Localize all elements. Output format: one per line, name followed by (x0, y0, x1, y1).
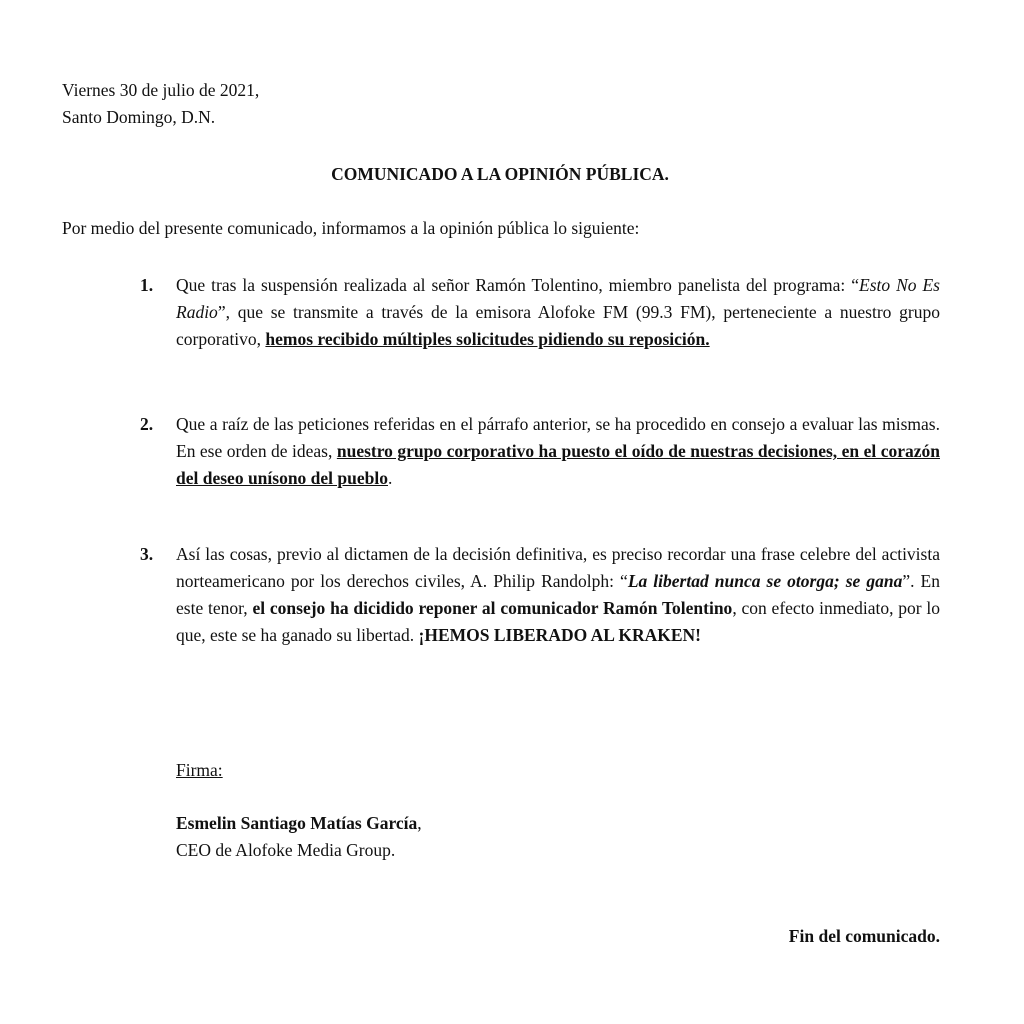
list-number: 3. (140, 544, 154, 564)
signer-name: Esmelin Santiago Matías García (176, 813, 418, 833)
closing-line: Fin del comunicado. (788, 926, 940, 946)
text-segment: , con efecto inmediato, por lo que, este se ha ganado su libertad. (176, 598, 940, 645)
program-name: Esto No Es Radio (176, 275, 940, 322)
list-item-text (176, 272, 940, 353)
list-item-3 (140, 541, 940, 649)
document-title: COMUNICADO A LA OPINIÓN PÚBLICA. (331, 164, 669, 184)
place-line: Santo Domingo, D.N. (62, 107, 216, 127)
list-item-text (176, 541, 940, 649)
signature-label: Firma: (176, 760, 223, 780)
list-number: 2. (140, 414, 154, 434)
text-segment: ”. En este tenor, (176, 571, 940, 618)
emphasis-text: el consejo ha dicidido reponer al comunicador Ramón Tolentino (252, 598, 733, 618)
text-segment: Que tras la suspensión realizada al señor Ramón Tolentino, miembro panelista del programa: “ (176, 275, 860, 295)
text-segment: ”, que se transmite a través de la emisora Alofoke FM (99.3 FM), perteneciente a nuestro grupo corporativo, (176, 302, 940, 349)
text-segment: Que a raíz de las peticiones referidas en el párrafo anterior, se ha procedido en consejo a evaluar las mismas. En ese orden de ideas, (176, 414, 940, 461)
emphasis-text: nuestro grupo corporativo ha puesto el oído de nuestras decisiones, en el corazón del deseo unísono del pueblo (176, 441, 940, 488)
text-segment: Así las cosas, previo al dictamen de la decisión definitiva, es preciso recordar una frase celebre del activista norteamericano por los derechos civiles, A. Philip Randolph: “ (176, 544, 940, 591)
text-segment: . (388, 468, 393, 488)
date-place-block (62, 77, 259, 131)
quote-text: La libertad nunca se otorga; se gana (627, 571, 903, 591)
list-number: 1. (140, 275, 154, 295)
date-line: Viernes 30 de julio de 2021, (62, 80, 260, 100)
list-item-text (176, 411, 940, 492)
list-item-2 (140, 411, 940, 492)
list-item-1 (140, 272, 940, 353)
signer-block (176, 810, 422, 864)
signer-role: CEO de Alofoke Media Group. (176, 840, 396, 860)
kraken-exclamation: ¡HEMOS LIBERADO AL KRAKEN! (418, 625, 701, 645)
signer-name-line (176, 810, 422, 837)
intro-paragraph: Por medio del presente comunicado, informamos a la opinión pública lo siguiente: (62, 218, 640, 238)
signer-name-suffix: , (417, 813, 422, 833)
emphasis-text: hemos recibido múltiples solicitudes pidiendo su reposición. (265, 329, 710, 349)
